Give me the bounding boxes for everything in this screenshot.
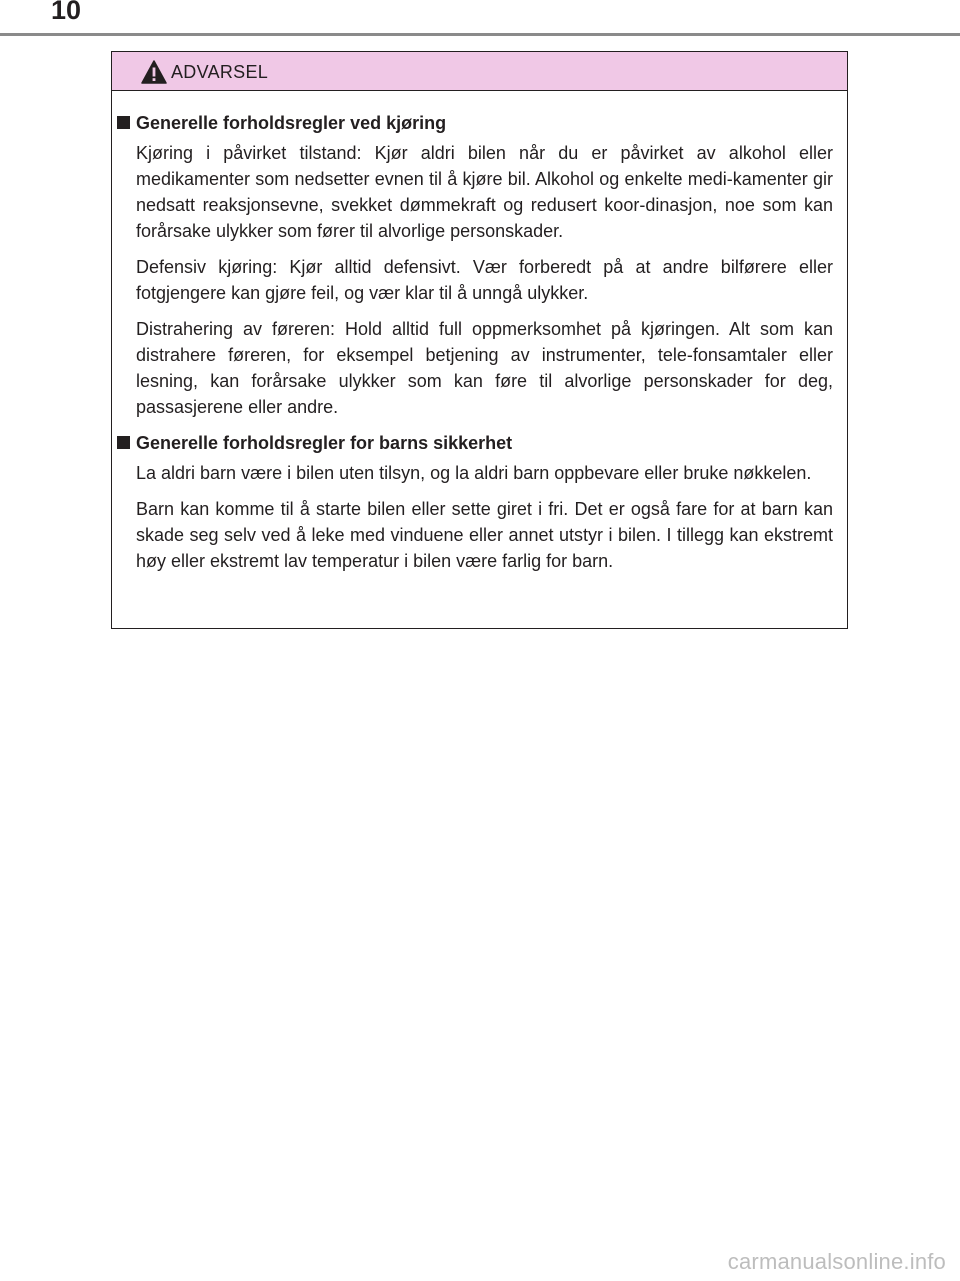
header-rule — [0, 33, 960, 36]
warning-triangle-icon — [141, 60, 167, 84]
section-heading — [117, 430, 833, 456]
warning-title: ADVARSEL — [171, 62, 269, 82]
paragraph: Barn kan komme til å starte bilen eller sette giret i fri. Det er også fare for at barn kan skade seg selv ved å leke med vinduene eller annet utstyr i bilen. I tillegg kan ekstremt høy eller ekstremt lav temperatur i bilen være farlig for barn. — [136, 499, 833, 571]
square-bullet-icon — [117, 436, 130, 449]
warning-header — [112, 52, 847, 91]
warning-box — [111, 51, 848, 629]
section-heading-text: Generelle forholdsregler ved kjøring — [136, 113, 447, 133]
page-number: 10 — [51, 0, 82, 25]
section-heading — [117, 110, 833, 136]
square-bullet-icon — [117, 116, 130, 129]
paragraph: Distrahering av føreren: Hold alltid full oppmerksomhet på kjøringen. Alt som kan distrahere føreren, for eksempel betjening av instrumenter, tele-fonsamtaler eller lesning, kan forårsake ulykker som kan føre til alvorlige personskader for deg, passasjerene eller andre. — [136, 319, 833, 417]
watermark: carmanualsonline.info — [727, 1249, 946, 1274]
paragraph: La aldri barn være i bilen uten tilsyn, og la aldri barn oppbevare eller bruke nøkkelen. — [136, 463, 812, 483]
warning-content — [117, 110, 833, 584]
paragraph: Defensiv kjøring: Kjør alltid defensivt. Vær forberedt på at andre bilførere eller fotgjengere kan gjøre feil, og vær klar til å unngå ulykker. — [136, 257, 833, 303]
section-heading-text: Generelle forholdsregler for barns sikkerhet — [136, 433, 513, 453]
paragraph: Kjøring i påvirket tilstand: Kjør aldri bilen når du er påvirket av alkohol eller medikamenter som nedsetter evnen til å kjøre bil. Alkohol og enkelte medi-kamenter gir nedsatt reaksjonsevne, svekket dømmekraft og redusert koor-dinasjon, noe som kan forårsake ulykker som fører til alvorlige personskader. — [136, 143, 833, 241]
